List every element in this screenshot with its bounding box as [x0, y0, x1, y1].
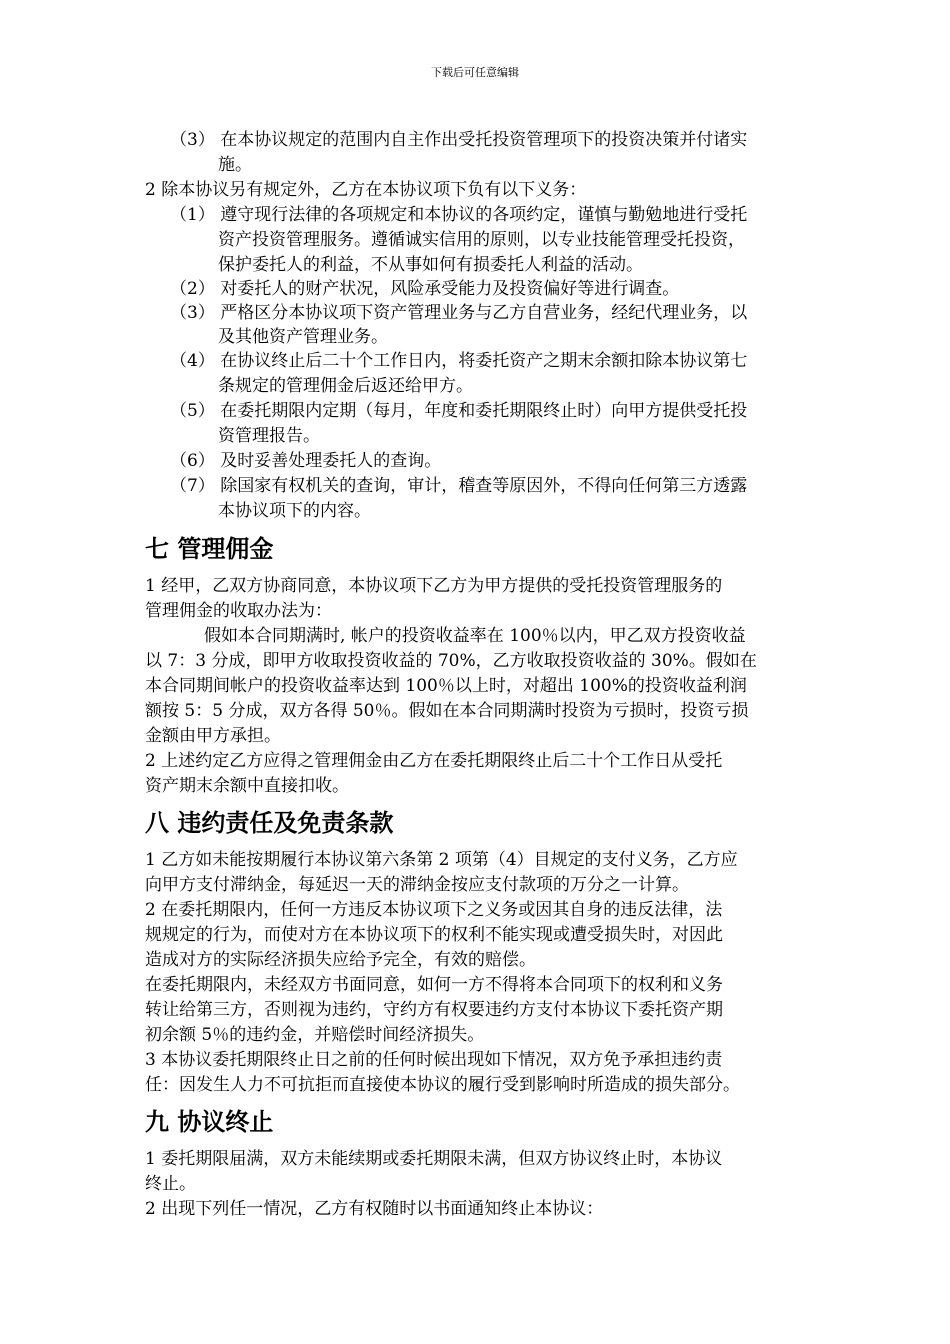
text-line: 条规定的管理佣金后返还给甲方。 — [218, 376, 473, 396]
text-line: 及其他资产管理业务。 — [218, 327, 388, 347]
text-line: 任：因发生人力不可抗拒而直接使本协议的履行受到影响时所造成的损失部分。 — [145, 1075, 740, 1095]
text-line: 假如本合同期满时, 帐户的投资收益率在 100％以内，甲乙双方投资收益 — [204, 626, 746, 646]
text-line: 1 经甲，乙双方协商同意，本协议项下乙方为甲方提供的受托投资管理服务的 — [145, 576, 723, 596]
text-line: 资产投资管理服务。遵循诚实信用的原则，以专业技能管理受托投资， — [218, 230, 745, 250]
text-line: 2 出现下列任一情况，乙方有权随时以书面通知终止本协议： — [145, 1199, 604, 1219]
text-line: 在委托期限内，未经双方书面同意，如何一方不得将本合同项下的权利和义务 — [145, 975, 723, 995]
text-line: 初余额 5％的违约金，并赔偿时间经济损失。 — [145, 1025, 485, 1045]
text-line: 施。 — [218, 155, 252, 175]
text-line: 1 乙方如未能按期履行本协议第六条第 2 项第（4）目规定的支付义务，乙方应 — [145, 850, 738, 870]
text-line: （1） 遵守现行法律的各项规定和本协议的各项约定，谨慎与勤勉地进行受托 — [170, 205, 748, 225]
text-line: 转让给第三方，否则视为违约，守约方有权要违约方支付本协议下委托资产期 — [145, 1000, 723, 1020]
text-line: 2 除本协议另有规定外，乙方在本协议项下负有以下义务： — [145, 180, 587, 200]
text-line: （2） 对委托人的财产状况，风险承受能力及投资偏好等进行调查。 — [170, 279, 680, 299]
text-line: （3） 在本协议规定的范围内自主作出受托投资管理项下的投资决策并付诸实 — [170, 130, 748, 150]
section-heading: 八 违约责任及免责条款 — [145, 809, 394, 837]
text-line: 2 在委托期限内，任何一方违反本协议项下之义务或因其自身的违反法律，法 — [145, 900, 723, 920]
text-line: 金额由甲方承担。 — [145, 726, 281, 746]
section-heading: 九 协议终止 — [145, 1108, 274, 1136]
text-line: 管理佣金的收取办法为： — [145, 601, 332, 621]
text-line: 保护委托人的利益，不从事如何有损委托人利益的活动。 — [218, 255, 643, 275]
text-line: 资管理报告。 — [218, 426, 320, 446]
text-line: 3 本协议委托期限终止日之前的任何时候出现如下情况，双方免予承担违约责 — [145, 1050, 723, 1070]
text-line: 2 上述约定乙方应得之管理佣金由乙方在委托期限终止后二十个工作日从受托 — [145, 751, 723, 771]
page-header: 下载后可任意编辑 — [431, 66, 519, 79]
text-line: 资产期末余额中直接扣收。 — [145, 776, 349, 796]
text-line: 1 委托期限届满，双方未能续期或委托期限未满，但双方协议终止时，本协议 — [145, 1149, 723, 1169]
text-line: 额按 5：5 分成，双方各得 50％。假如在本合同期满时投资为亏损时，投资亏损 — [145, 701, 749, 721]
text-line: （4） 在协议终止后二十个工作日内，将委托资产之期末余额扣除本协议第七 — [170, 351, 748, 371]
section-heading: 七 管理佣金 — [145, 535, 274, 563]
text-line: 以 7：3 分成，即甲方收取投资收益的 70%，乙方收取投资收益的 30%。假如在 — [145, 651, 757, 671]
text-line: 本合同期间帐户的投资收益率达到 100％以上时，对超出 100%的投资收益利润 — [145, 676, 747, 696]
text-line: （5） 在委托期限内定期（每月，年度和委托期限终止时）向甲方提供受托投 — [170, 401, 748, 421]
text-line: （3） 严格区分本协议项下资产管理业务与乙方自营业务，经纪代理业务，以 — [170, 303, 748, 323]
text-line: 本协议项下的内容。 — [218, 501, 371, 521]
text-line: （7） 除国家有权机关的查询，审计，稽查等原因外，不得向任何第三方透露 — [170, 476, 748, 496]
text-line: （6） 及时妥善处理委托人的查询。 — [170, 451, 442, 471]
text-line: 终止。 — [145, 1174, 196, 1194]
text-line: 向甲方支付滞纳金，每延迟一天的滞纳金按应支付款项的万分之一计算。 — [145, 875, 689, 895]
text-line: 造成对方的实际经济损失应给予完全，有效的赔偿。 — [145, 950, 536, 970]
text-line: 规规定的行为，而使对方在本协议项下的权利不能实现或遭受损失时，对因此 — [145, 925, 723, 945]
